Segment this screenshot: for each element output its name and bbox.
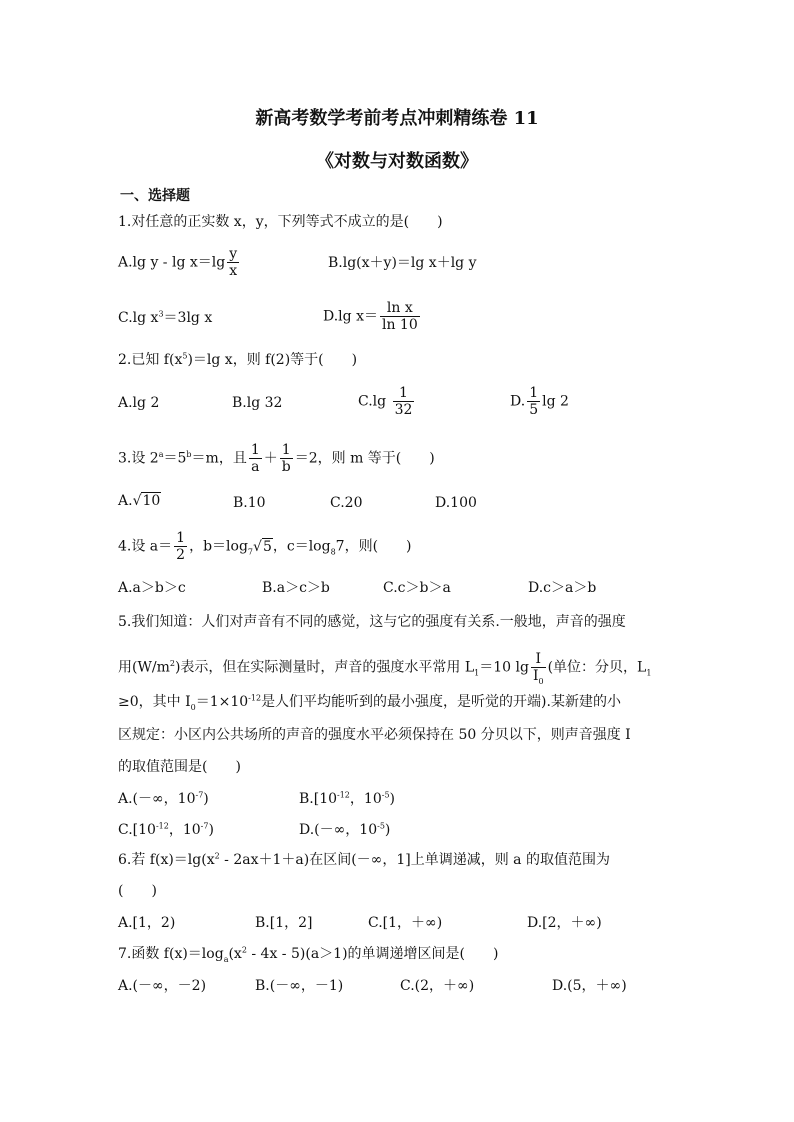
q5-option-b: $B.[10^{-12}$，$10^{-5}$) [299,790,395,807]
q7-option-c: C.(2，＋∞) [400,978,475,994]
fraction: $\frac{1}{a}$ [250,442,260,475]
q6-option-a: A.[1，2) [118,915,176,931]
q6-option-b: B.[1，2] [255,915,313,931]
question-5-line-5: 的取值范围是( ) [118,759,241,775]
q5-option-a: A.(－∞，$10^{-7}$) [118,790,209,807]
q2-option-d: D. $\frac{1}{5}$ lg 2 [510,385,569,418]
q4-option-c: C.c＞b＞a [383,580,451,596]
question-5-line-3: ≥0，其中 $I_0=1\times 10^{-12}$是人们平均能听到的最小强度，是听觉的开端).某新建的小 [118,693,621,712]
question-2-stem: 2.已知 $f(x^5)=\lg$ x，则 f(2)等于( ) [118,351,358,368]
question-5-line-4: 区规定：小区内公共场所的声音的强度水平必须保持在 50 分贝以下，则声音强度 I [118,727,631,743]
q3-option-d: D.100 [435,495,477,511]
q1-option-c: C.lg $x^3=3\lg$ x [118,309,213,326]
q2-option-a: A.lg 2 [118,395,160,411]
question-6-line-2: ( ) [118,883,157,899]
question-6-line-1: 6.若 $f(x)=\lg(x^2 - 2ax+1+a)$在区间(－∞，1]上单调递减，则 a 的取值范围为 [118,851,610,868]
q1-option-d: D.lg x＝ $\frac{\text{ln x}}{\ln 10}$ [323,300,418,333]
q3-option-b: B.10 [233,495,266,511]
fraction: $\frac{1}{32}$ [394,385,413,418]
page-subtitle: 《对数与对数函数》 [316,151,478,172]
question-4-stem: 4.设 a＝ $\frac{1}{2}$ ，$b=\log_7√5$，$c=\log_87$，则( ) [118,530,412,563]
q5-option-d: D.(－∞，$10^{-5}$) [299,821,391,838]
fraction: $\frac{y}{x}$ [229,246,238,279]
question-7-stem: 7.函数 $f(x)=\log_a(x^2 - 4x - 5)(a>1)$的单调递增区间是( ) [118,945,499,964]
q2-option-c: C.lg $\frac{1}{32}$ [358,385,413,418]
sqrt-symbol: √10 [132,493,161,509]
question-1-stem: 1.对任意的正实数 x，y，下列等式不成立的是( ) [118,214,443,230]
q4-option-d: D.c＞a＞b [528,580,597,596]
q3-option-a: A.√10 [118,493,161,509]
q4-option-a: A.a＞b＞c [118,580,186,596]
q1-option-b: B.lg(x＋y)＝lg x＋lg y [328,255,477,271]
q6-option-c: C.[1，＋∞) [368,915,443,931]
section-heading: 一、选择题 [120,188,190,204]
question-5-line-1: 5.我们知道：人们对声音有不同的感觉，这与它的强度有关系.一般地，声音的强度 [118,614,626,630]
fraction: $\frac{1}{5}$ [529,385,539,418]
q7-option-a: A.(－∞，－2) [118,978,207,994]
page-title: 新高考数学考前考点冲刺精练卷 11 [255,108,539,129]
question-5-line-2: 用$(W/m^2)$表示，但在实际测量时，声音的强度水平常用 $L_1=10$ lg $\frac{I}{I_0}$ (单位：分贝，$L_1$ [118,651,652,686]
fraction: $\frac{I}{I_0}$ [532,651,544,686]
q7-option-b: B.(－∞，－1) [255,978,344,994]
fraction: $\frac{\text{ln x}}{\ln 10}$ [381,300,418,333]
q7-option-d: D.(5，＋∞) [552,978,627,994]
q3-option-c: C.20 [330,495,363,511]
question-3-stem: 3.设 $2^a=5^b=m$，且 $\frac{1}{a}$ ＋ $\frac{1}{b}$ ＝2，则 m 等于( ) [118,442,435,475]
fraction: $\frac{1}{2}$ [176,530,186,563]
q4-option-b: B.a＞c＞b [262,580,330,596]
q6-option-d: D.[2，＋∞) [527,915,602,931]
fraction: $\frac{1}{b}$ [281,442,291,475]
q5-option-c: $C.[10^{-12}$，$10^{-7}$) [118,821,214,838]
sqrt-symbol: √5 [253,538,272,555]
q1-option-a: A.lg y - lg x＝lg $\frac{y}{x}$ [118,246,238,279]
q2-option-b: B.lg 32 [232,395,283,411]
